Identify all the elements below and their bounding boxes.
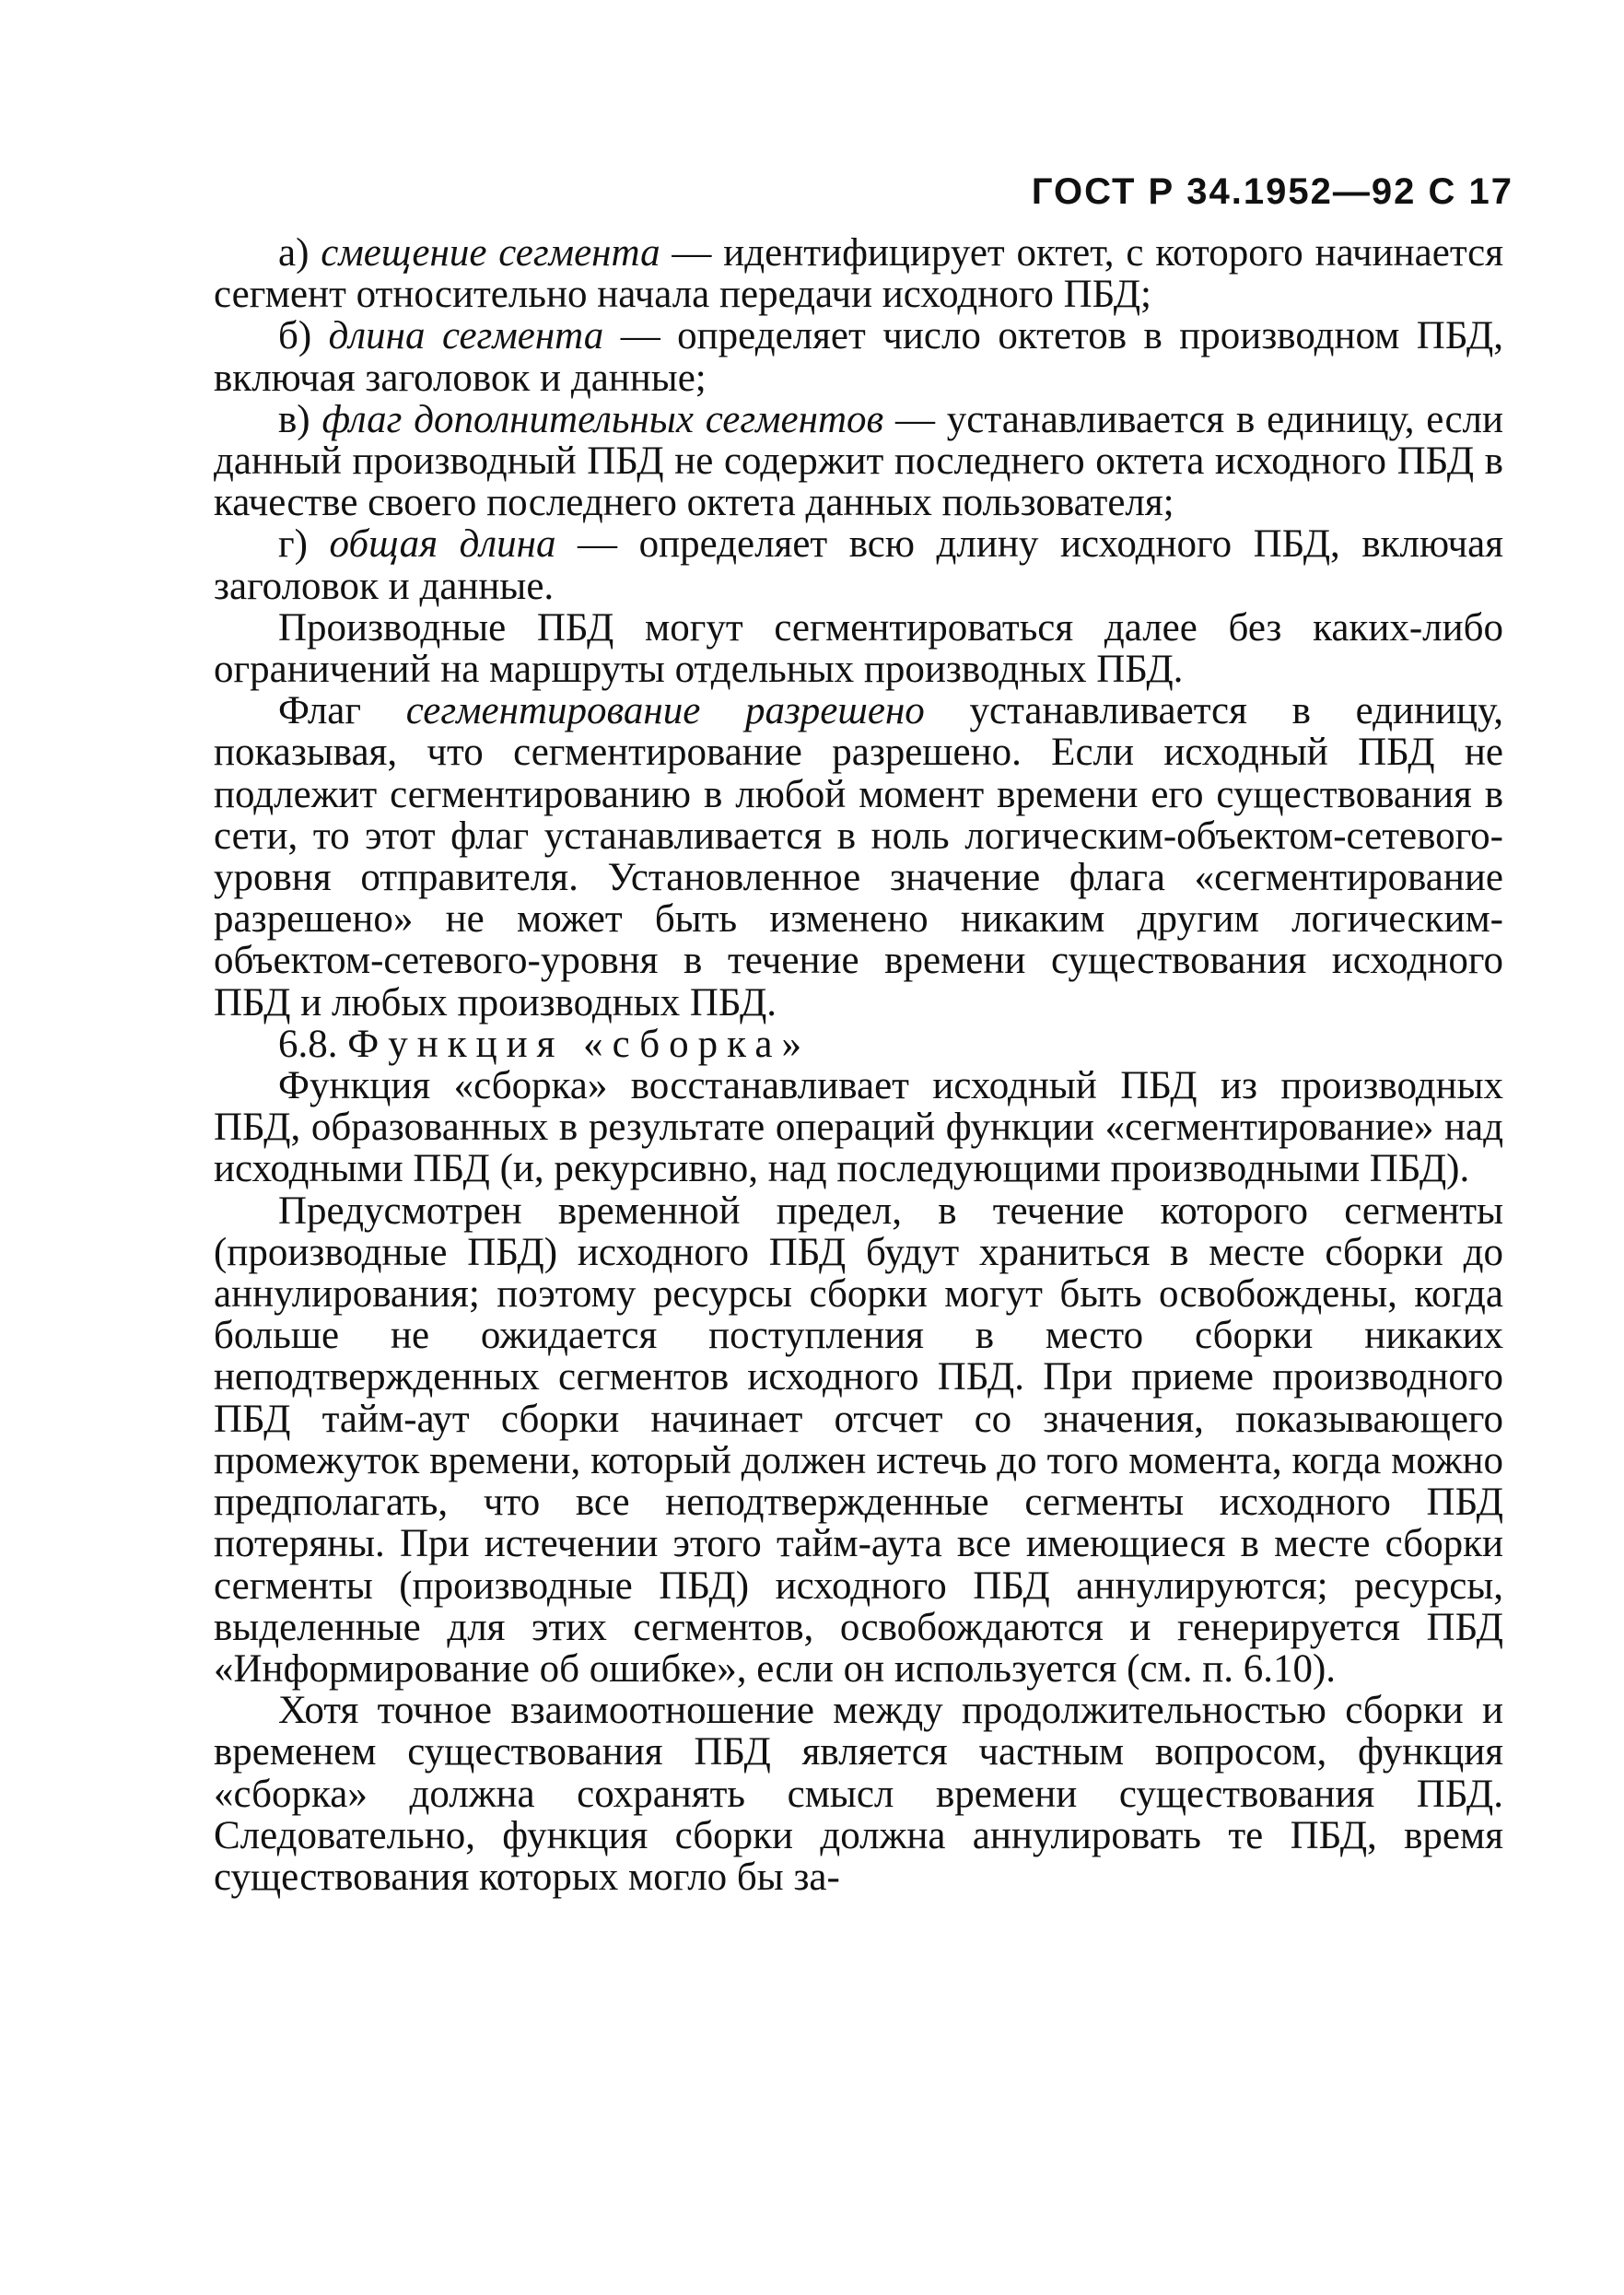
list-item-d: г) общая длина — определяет всю длину исходного ПБД, включая заголовок и данные. <box>214 522 1503 608</box>
paragraph: Хотя точное взаимоотношение между продолжительностью сборки и временем существования ПБД является частным вопросом, функция «сборка» должна сохранять смысл времени существования ПБД. Следовательно, функция сборки должна аннулировать те ПБД, время существования которых могло бы за- <box>214 1689 1503 1899</box>
paragraph: Функция «сборка» восстанавливает исходный ПБД из производных ПБД, образованных в результате операций функции «сегментирование» над исходными ПБД (и, рекурсивно, над последующими производными ПБД). <box>214 1064 1503 1191</box>
section-number: 6.8. <box>278 1022 338 1066</box>
paragraph: Флаг сегментирование разрешено устанавливается в единицу, показывая, что сегментирование разрешено. Если исходный ПБД не подлежит сегментированию в любой момент времени его существования в сети, то этот флаг устанавливается в ноль логическим-объектом-сетевого-уровня отправителя. Установленное значение флага «сегментирование разрешено» не может быть изменено никаким другим логическим-объектом-сетевого-уровня в течение времени существования исходного ПБД и любых производных ПБД. <box>214 689 1503 1025</box>
term: флаг дополнительных сегментов <box>321 397 884 441</box>
list-item-c: в) флаг дополнительных сегментов — устанавливается в единицу, если данный производный ПБД не содержит последнего октета исходного ПБД в качестве своего последнего октета данных пользователя; <box>214 397 1503 525</box>
section-heading <box>214 1024 1503 1065</box>
term: длина сегмента <box>328 314 604 358</box>
paragraph: Производные ПБД могут сегментироваться далее без каких-либо ограничений на маршруты отдельных производных ПБД. <box>214 605 1503 692</box>
document-body <box>214 232 1503 1898</box>
term: смещение сегмента <box>321 231 660 275</box>
paragraph: Предусмотрен временной предел, в течение которого сегменты (производные ПБД) исходного ПБД будут храниться в месте сборки до аннулирования; поэтому ресурсы сборки могут быть освобождены, когда больше не ожидается поступления в место сборки никаких неподтвержденных сегментов исходного ПБД. При приеме производного ПБД тайм-аут сборки начинает отсчет со значения, показывающего промежуток времени, который должен истечь до того момента, когда можно предполагать, что все неподтвержденные сегменты исходного ПБД потеряны. При истечении этого тайм-аута все имеющиеся в месте сборки сегменты (производные ПБД) исходного ПБД аннулируются; ресурсы, выделенные для этих сегментов, освобождаются и генерируется ПБД «Информирование об ошибке», если он используется (см. п. 6.10). <box>214 1188 1503 1691</box>
term: сегментирование разрешено <box>405 689 925 733</box>
page-header: ГОСТ Р 34.1952—92 С 17 <box>1031 171 1513 212</box>
list-item-b: б) длина сегмента — определяет число октетов в производном ПБД, включая заголовок и данные; <box>214 314 1503 400</box>
list-item-a: а) смещение сегмента — идентифицирует октет, с которого начинается сегмент относительно начала передачи исходного ПБД; <box>214 231 1503 317</box>
section-title: Функция «сборка» <box>347 1022 811 1066</box>
term: общая длина <box>329 522 556 567</box>
